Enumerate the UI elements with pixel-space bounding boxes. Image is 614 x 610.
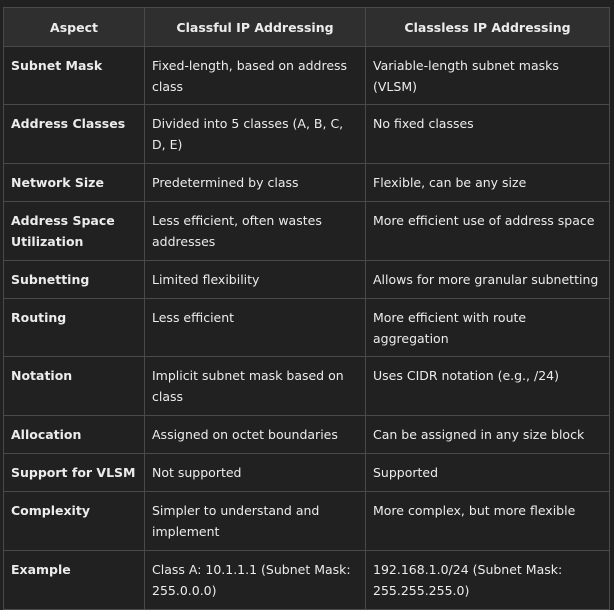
classless-cell: More complex, but more flexible <box>366 492 610 551</box>
classful-cell: Predetermined by class <box>145 164 366 202</box>
table-body <box>4 47 610 610</box>
header-classful: Classful IP Addressing <box>145 8 366 47</box>
classful-cell: Implicit subnet mask based on class <box>145 357 366 416</box>
aspect-cell: Subnetting <box>4 261 145 299</box>
classless-cell: Variable-length subnet masks (VLSM) <box>366 47 610 105</box>
table-row <box>4 454 610 492</box>
aspect-cell: Address Space Utilization <box>4 202 145 261</box>
table-row <box>4 357 610 416</box>
classless-cell: Allows for more granular subnetting <box>366 261 610 299</box>
classless-cell: Supported <box>366 454 610 492</box>
table-row <box>4 551 610 610</box>
aspect-cell: Notation <box>4 357 145 416</box>
aspect-cell: Network Size <box>4 164 145 202</box>
table-row <box>4 47 610 105</box>
aspect-cell: Allocation <box>4 416 145 454</box>
classless-cell: Uses CIDR notation (e.g., /24) <box>366 357 610 416</box>
comparison-table-container <box>3 7 609 610</box>
table-row <box>4 261 610 299</box>
classless-cell: More efficient use of address space <box>366 202 610 261</box>
classless-cell: Can be assigned in any size block <box>366 416 610 454</box>
table-row <box>4 416 610 454</box>
classful-cell: Limited flexibility <box>145 261 366 299</box>
aspect-cell: Support for VLSM <box>4 454 145 492</box>
classful-cell: Assigned on octet boundaries <box>145 416 366 454</box>
classful-cell: Less efficient, often wastes addresses <box>145 202 366 261</box>
header-classless: Classless IP Addressing <box>366 8 610 47</box>
classful-cell: Class A: 10.1.1.1 (Subnet Mask: 255.0.0.0) <box>145 551 366 610</box>
table-row <box>4 202 610 261</box>
table-row <box>4 299 610 357</box>
table-row <box>4 492 610 551</box>
header-row <box>4 8 610 47</box>
aspect-cell: Routing <box>4 299 145 357</box>
classful-cell: Less efficient <box>145 299 366 357</box>
classless-cell: No fixed classes <box>366 105 610 164</box>
table-header <box>4 8 610 47</box>
aspect-cell: Address Classes <box>4 105 145 164</box>
table-row <box>4 164 610 202</box>
classful-cell: Simpler to understand and implement <box>145 492 366 551</box>
classless-cell: 192.168.1.0/24 (Subnet Mask: 255.255.255.0) <box>366 551 610 610</box>
aspect-cell: Complexity <box>4 492 145 551</box>
classless-cell: Flexible, can be any size <box>366 164 610 202</box>
comparison-table <box>3 7 610 610</box>
header-aspect: Aspect <box>4 8 145 47</box>
classful-cell: Divided into 5 classes (A, B, C, D, E) <box>145 105 366 164</box>
classful-cell: Fixed-length, based on address class <box>145 47 366 105</box>
aspect-cell: Subnet Mask <box>4 47 145 105</box>
aspect-cell: Example <box>4 551 145 610</box>
table-row <box>4 105 610 164</box>
classful-cell: Not supported <box>145 454 366 492</box>
classless-cell: More efficient with route aggregation <box>366 299 610 357</box>
